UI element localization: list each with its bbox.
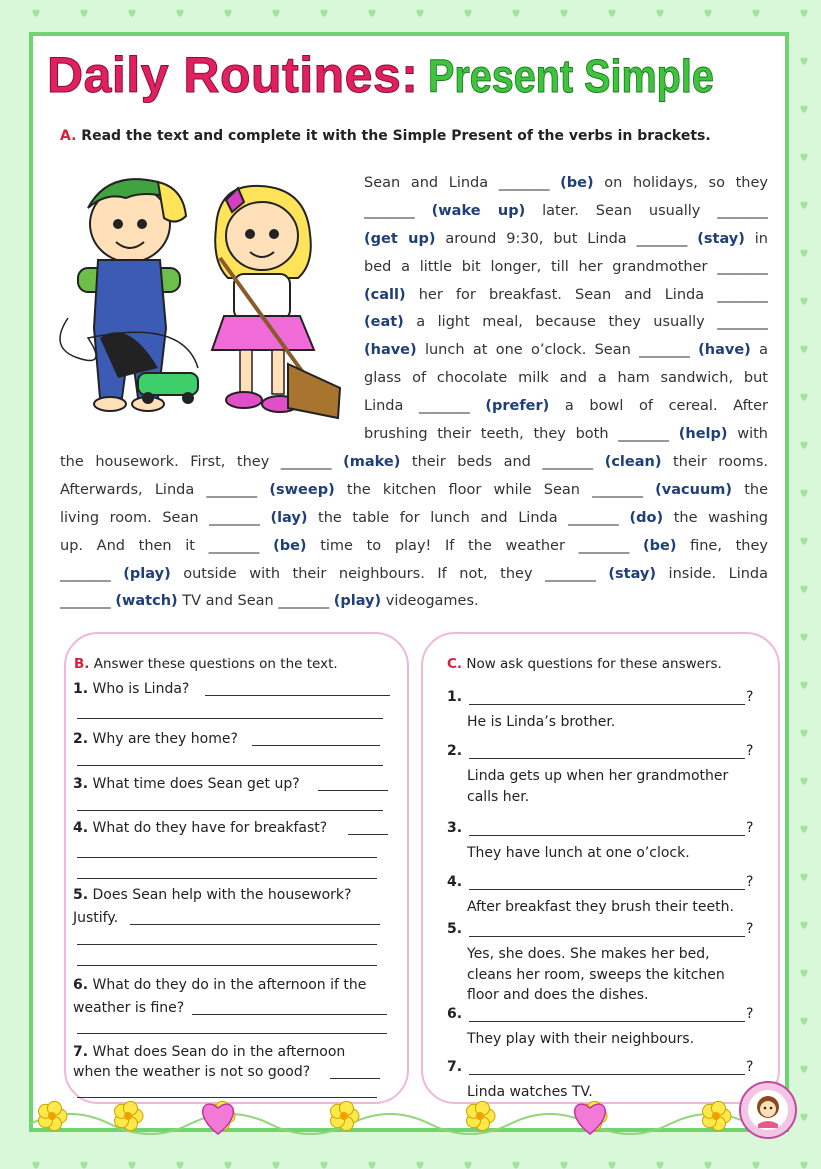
question-write-line[interactable] [469,889,745,890]
section-a-instruction [60,128,711,144]
heart-icon [801,298,808,305]
text-line [364,254,768,282]
text-fragment: her for breakfast. Sean and Linda _______ [405,286,768,303]
flower-icon [703,1101,731,1130]
question-mark: ? [746,1059,754,1075]
boy-figure-icon [60,179,198,411]
text-fragment: the housework. First, they _______ [60,454,344,470]
heart-icon [801,1162,808,1169]
flower-icon [115,1101,143,1130]
text-fragment: on holidays, so they [593,175,768,191]
text-fragment: TV and Sean _______ [177,593,334,610]
question-item [73,728,238,750]
graphics-club-logo-icon [738,1080,798,1140]
heart-icon [465,10,472,17]
heart-icon [801,10,808,17]
given-answer: They have lunch at one o’clock. [467,845,690,861]
heart-icon [801,1114,808,1121]
text-fragment: their rooms. [661,454,768,470]
flower-heart-border [30,1094,788,1140]
question-mark: ? [746,743,754,759]
text-fragment: videogames. [381,593,479,610]
heart-icon [801,1018,808,1025]
verb-hint: (be) [273,537,307,554]
answer-line[interactable] [77,718,383,719]
heart-icon [129,1162,136,1169]
text-fragment: a light meal, because they usually _______ [403,314,768,331]
title-main: Daily Routines: [47,47,419,103]
verb-hint: (sweep) [269,481,335,498]
question-number: 4. [73,820,89,836]
answer-line[interactable] [252,745,380,746]
question-number: 2. [73,731,89,747]
text-fragment: the table for lunch and Linda _______ [307,509,630,526]
question-text: What do they do in the afternoon if the [92,977,367,993]
question-text-continued: weather is fine? [73,1000,185,1016]
answer-line[interactable] [77,944,377,945]
verb-hint: (make) [343,454,401,470]
text-fragment: bed a little bit longer, till her grandmother _______ [364,258,768,275]
question-text: Who is Linda? [92,681,190,697]
heart-icon [513,10,520,17]
heart-icon [801,730,808,737]
verb-hint: (help) [678,426,728,443]
heart-icon [801,442,808,449]
heart-icon [801,634,808,641]
heart-icon [801,106,808,113]
worksheet-title [47,46,761,104]
answer-line[interactable] [205,695,390,696]
section-a-instruction-text: Read the text and complete it with the Simple Present of the verbs in brackets. [81,128,711,144]
heart-icon [705,10,712,17]
text-line [60,477,768,505]
verb-hint: (eat) [364,314,404,331]
text-fragment: living room. Sean _______ [60,509,271,526]
text-fragment: _______ [60,565,124,582]
text-line [60,533,768,561]
answer-line[interactable] [348,834,388,835]
section-c-instruction [447,656,722,672]
question-number: 3. [73,776,89,792]
verb-hint: (have) [698,342,751,359]
heart-icon [321,1162,328,1169]
text-fragment: Afterwards, Linda _______ [60,481,270,498]
given-answer: floor and does the dishes. [467,987,649,1003]
text-line [364,170,768,198]
text-fragment: inside. Linda [656,565,768,582]
heart-icon [417,1162,424,1169]
verb-hint: (wake up) [431,202,526,219]
verb-hint: (call) [364,286,406,303]
heart-icon [561,10,568,17]
heart-icon [801,250,808,257]
text-fragment: a [750,342,768,359]
question-number: 2. [447,743,463,759]
heart-icon [177,1162,184,1169]
text-fragment: _______ [364,202,432,219]
text-line [60,588,768,616]
answer-line[interactable] [77,765,383,766]
answer-line[interactable] [318,790,388,791]
text-line [364,337,768,365]
text-fragment: fine, they [676,537,768,554]
verb-hint: (stay) [608,565,656,582]
heart-icon [465,1162,472,1169]
text-fragment: time to play! If the weather _______ [306,537,643,554]
text-fragment: the washing [663,509,768,526]
question-number: 7. [73,1044,89,1060]
text-fragment: _______ [60,593,116,610]
text-line [364,309,768,337]
given-answer: calls her. [467,788,530,805]
heart-icon [801,538,808,545]
question-text-continued: Justify. [73,910,119,926]
heart-icon [369,1162,376,1169]
verb-hint: (get up) [364,230,436,247]
answer-line[interactable] [192,1014,387,1015]
heart-icon [129,10,136,17]
girl-figure-icon [212,186,340,418]
answer-line[interactable] [77,810,383,811]
given-answer: cleans her room, sweeps the kitchen [467,966,725,983]
section-b-instruction-text: Answer these questions on the text. [93,656,338,672]
verb-hint: (be) [560,175,594,191]
question-mark: ? [746,689,754,705]
heart-icon [801,346,808,353]
text-fragment: the [732,481,768,498]
text-fragment: glass of chocolate milk and a ham sandwich, but [364,370,768,387]
question-write-line[interactable] [469,936,745,937]
verb-hint: (lay) [270,509,308,526]
heart-icon [33,1162,40,1169]
text-fragment: a bowl of cereal. After [549,398,768,415]
text-fragment: brushing their teeth, they both _______ [364,426,679,443]
answer-line[interactable] [77,857,377,858]
text-fragment: Sean and Linda _______ [364,175,561,191]
question-mark: ? [746,820,754,836]
text-line [364,226,768,254]
heart-icon [801,874,808,881]
heart-icon [801,1066,808,1073]
text-fragment: Linda _______ [364,398,486,415]
heart-icon [177,10,184,17]
verb-hint: (have) [364,342,417,359]
title-sub: Present Simple [428,50,715,102]
verb-hint: (vacuum) [655,481,732,498]
verb-hint: (watch) [115,593,178,610]
heart-icon [801,682,808,689]
question-write-line[interactable] [469,704,745,705]
question-text: What time does Sean get up? [92,776,300,792]
section-b-letter: B. [74,656,90,672]
verb-hint: (clean) [604,454,662,470]
verb-hint: (prefer) [485,398,550,415]
question-mark: ? [746,1006,754,1022]
answer-line[interactable] [77,965,377,966]
heart-icon [801,490,808,497]
question-number: 5. [447,921,463,937]
heart-icon [81,10,88,17]
heart-icon [801,826,808,833]
text-fragment: around 9:30, but Linda _______ [435,230,698,247]
given-answer: Yes, she does. She makes her bed, [467,946,710,962]
heart-icon [369,10,376,17]
question-number: 4. [447,874,463,890]
heart-icon [801,970,808,977]
heart-icon [657,10,664,17]
heart-icon [81,1162,88,1169]
given-answer: He is Linda’s brother. [467,714,616,730]
question-item [73,974,366,996]
flower-icon [39,1101,67,1130]
heart-icon [801,58,808,65]
answer-line[interactable] [330,1078,380,1079]
text-fragment: lunch at one o’clock. Sean _______ [416,342,699,359]
reading-text-top [364,170,768,449]
question-write-line[interactable] [469,1074,745,1075]
section-b-instruction [74,656,338,672]
heart-icon [801,586,808,593]
section-c-letter: C. [447,656,463,672]
heart-icon [273,10,280,17]
heart-icon [225,10,232,17]
question-text: Does Sean help with the housework? [92,887,352,903]
reading-text-bottom [60,449,768,616]
given-answer: Linda watches TV. [467,1084,593,1100]
question-write-line[interactable] [469,1021,745,1022]
text-line [364,421,768,449]
question-text-continued: when the weather is not so good? [73,1064,311,1080]
heart-icon [321,10,328,17]
heart-icon [801,394,808,401]
question-number: 5. [73,887,89,903]
section-c-instruction-text: Now ask questions for these answers. [466,656,722,672]
text-line [364,198,768,226]
text-fragment: up. And then it _______ [60,537,274,554]
heart-icon [801,778,808,785]
question-number: 6. [73,977,89,993]
question-item [73,884,351,906]
verb-hint: (stay) [697,230,745,247]
heart-icon [705,1162,712,1169]
answer-line[interactable] [77,1033,387,1034]
question-number: 1. [73,681,89,697]
question-item [73,1041,345,1063]
kids-cleaning-illustration [48,168,350,428]
heart-icon [801,202,808,209]
text-line [60,449,768,477]
heart-icon [753,10,760,17]
heart-icon [225,1162,232,1169]
heart-icon [657,1162,664,1169]
question-text: What does Sean do in the afternoon [92,1044,346,1060]
verb-hint: (do) [629,509,664,526]
verb-hint: (play) [333,593,382,610]
question-write-line[interactable] [469,758,745,759]
question-mark: ? [746,921,754,937]
heart-icon [33,10,40,17]
flower-icon [331,1101,359,1130]
text-fragment: their beds and _______ [400,454,605,470]
text-line [60,505,768,533]
text-fragment: in [744,230,768,247]
heart-icon [801,922,808,929]
verb-hint: (be) [642,537,677,554]
question-write-line[interactable] [469,835,745,836]
question-item [73,773,300,795]
text-fragment: outside with their neighbours. If not, they _______ [170,565,609,582]
text-line [364,393,768,421]
heart-icon [801,154,808,161]
given-answer: After breakfast they brush their teeth. [467,899,734,915]
section-a-letter: A. [60,128,77,144]
text-fragment: later. Sean usually _______ [525,202,768,219]
text-fragment: the kitchen floor while Sean _______ [334,481,656,498]
question-number: 7. [447,1059,463,1075]
heart-icon [273,1162,280,1169]
heart-icon [513,1162,520,1169]
text-line [60,561,768,589]
heart-icon [561,1162,568,1169]
question-mark: ? [746,874,754,890]
flower-icon [467,1101,495,1130]
verb-hint: (play) [123,565,171,582]
heart-icon [417,10,424,17]
heart-icon [609,10,616,17]
question-number: 3. [447,820,463,836]
answer-line[interactable] [77,878,377,879]
heart-icon [203,1104,234,1134]
question-number: 1. [447,689,463,705]
text-fragment: with [727,426,768,443]
question-text: What do they have for breakfast? [92,820,328,836]
given-answer: They play with their neighbours. [467,1031,695,1047]
text-line [364,365,768,393]
answer-line[interactable] [130,924,380,925]
question-number: 6. [447,1006,463,1022]
given-answer: Linda gets up when her grandmother [467,768,729,784]
heart-icon [609,1162,616,1169]
question-item [73,817,327,839]
text-line [364,282,768,310]
question-text: Why are they home? [92,731,238,747]
question-item [73,678,189,700]
heart-icon [753,1162,760,1169]
